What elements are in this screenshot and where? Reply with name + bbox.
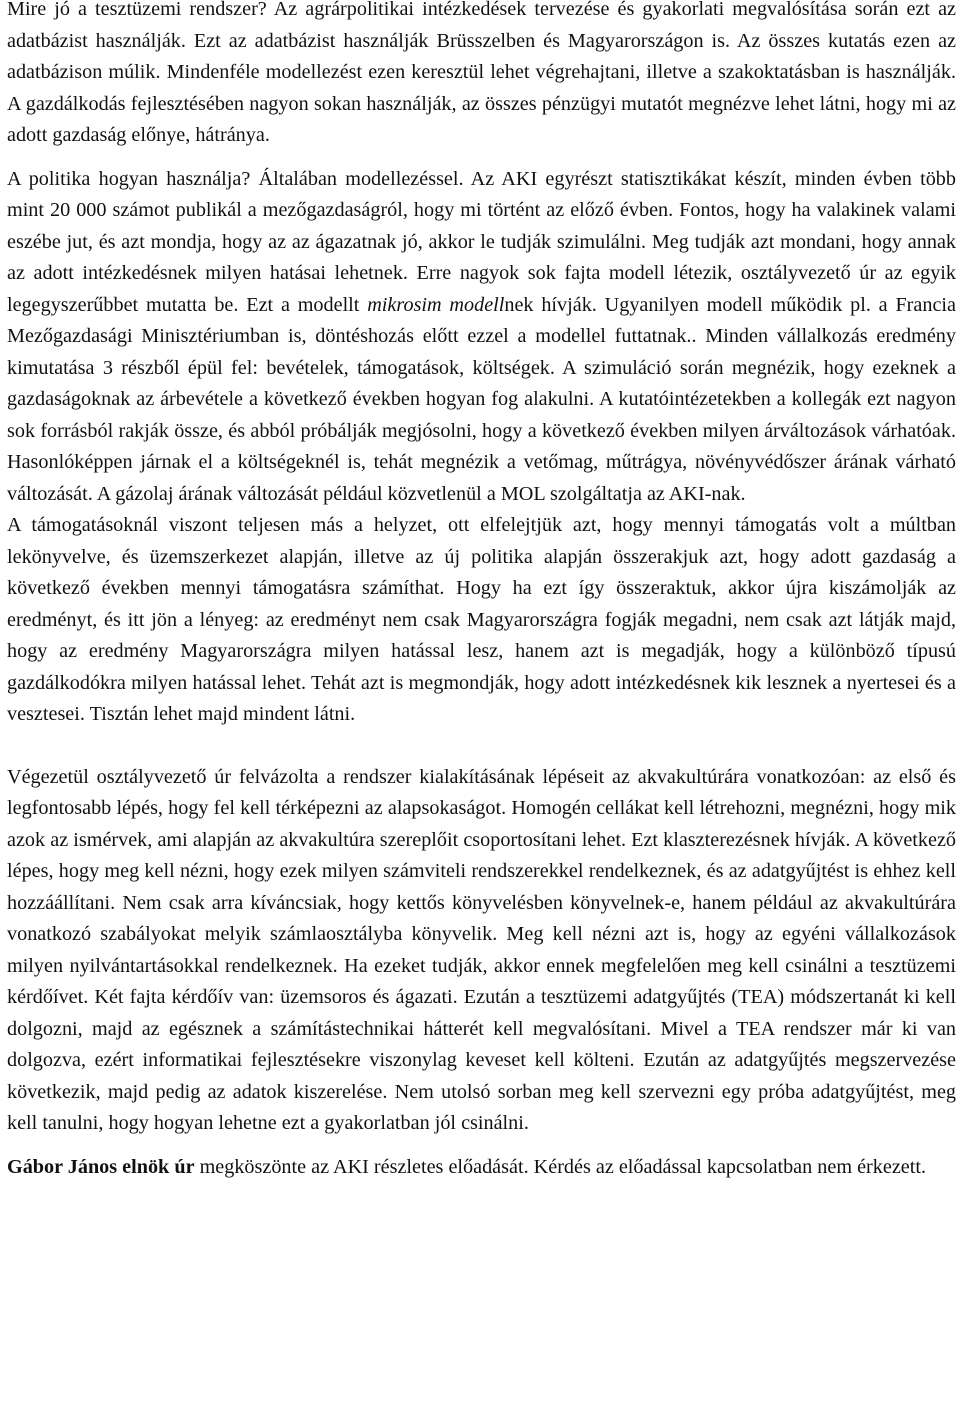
speaker-name: Gábor János elnök úr [7,1155,195,1178]
italic-term: mikrosim modell [367,293,505,316]
paragraph-text: megköszönte az AKI részletes előadását. Kérdés az előadással kapcsolatban nem érkezett. [194,1155,927,1178]
paragraph-tesztuzemi-rendszer [7,0,956,152]
paragraph-text: A politika hogyan használja? Általában modellezéssel. Az AKI egyrészt statisztikákat készít, minden évben több mint 20 000 számot publikál a mezőgazdaságról, hogy mi történt az előző évben. Fontos, hogy ha valakinek valami eszébe jut, és azt mondja, hogy az az ágazatnak jó, akkor le tudják szimulálni. Meg tudják azt mondani, hogy annak az adott intézkedésnek milyen hatásai lehetnek. Erre nagyok sok fajta modell létezik, osztályvezető úr az egyik legegyszerűbbet mutatta be. Ezt a modellt [7,167,956,316]
paragraph-zaras [7,1152,956,1184]
paragraph-akvakultura-lepesek [7,762,956,1140]
paragraph-spacer [7,1140,956,1152]
document-page [7,0,956,1183]
paragraph-text: Mire jó a tesztüzemi rendszer? Az agrárpolitikai intézkedések tervezése és gyakorlati megvalósítása során ezt az adatbázist használják. Ezt az adatbázist használják Brüsszelben és Magyarországon is. Az összes kutatás ezen az adatbázison múlik. Mindenféle modellezést ezen keresztül lehet végrehajtani, illetve a szakoktatásban is használják. A gazdálkodás fejlesztésében nagyon sokan használják, az összes pénzügyi mutatót megnézve lehet látni, hogy mi az adott gazdaság előnye, hátránya. [7,0,956,146]
paragraph-spacer [7,152,956,164]
paragraph-text: nek hívják. Ugyanilyen modell működik pl. a Francia Mezőgazdasági Minisztériumban is, döntéshozás előtt ezzel a modellel futtatnak.. Minden vállalkozás eredmény kimutatása 3 részből épül fel: bevételek, támogatások, költségek. A szimuláció során megnézik, hogy ezeknek a gazdaságoknak az árbevétele a következő években hogyan fog alakulni. A kutatóintézetekben a kollegák ezt nagyon sok forrásból rakják össze, és abból próbálják megjósolni, hogy a következő években milyen árváltozások várhatóak. Hasonlóképpen járnak el a költségeknél is, tehát megnézik a vetőmag, műtrágya, növényvédőszer árának várható változását. A gázolaj árának változását például közvetlenül a MOL szolgáltatja az AKI-nak. [7,293,956,505]
paragraph-text: Végezetül osztályvezető úr felvázolta a rendszer kialakításának lépéseit az akvakultúrára vonatkozóan: az első és legfontosabb lépés, hogy fel kell térképezni az alapsokaságot. Homogén cellákat kell létrehozni, megnézni, hogy mik azok az ismérvek, ami alapján az akvakultúra szereplőit csoportosítani lehet. Ezt klaszterezésnek hívják. A következő lépes, hogy meg kell nézni, hogy ezek milyen számviteli rendszerekkel rendelkeznek, és az adatgyűjtést is ehhez kell hozzáállítani. Nem csak arra kíváncsiak, hogy kettős könyvelésben könyvelnek-e, hanem például az akvakultúrára vonatkozó szabályokat melyik számlaosztályba könyvelik. Meg kell nézni azt is, hogy az egyéni vállalkozások milyen nyilvántartásokkal rendelkeznek. Ha ezeket tudják, akkor ennek megfelelően meg kell csinálni a tesztüzemi kérdőívet. Két fajta kérdőív van: üzemsoros és ágazati. Ezután a tesztüzemi adatgyűjtés (TEA) módszertanát ki kell dolgozni, majd az egésznek a számítástechnikai hátterét kell megvalósítani. Mivel a TEA rendszer már ki van dolgozva, ezért informatikai fejlesztésekre viszonylag keveset kell költeni. Ezután az adatgyűjtés megszervezése következik, majd pedig az adatok kiszerelése. Nem utolsó sorban meg kell szervezni egy próba adatgyűjtést, meg kell tanulni, hogy hogyan lehetne ezt a gyakorlatban jól csinálni. [7,765,956,1134]
paragraph-spacer [7,731,956,762]
paragraph-politika-modellezes [7,164,956,511]
paragraph-tamogatasok [7,510,956,731]
paragraph-text: A támogatásoknál viszont teljesen más a helyzet, ott elfelejtjük azt, hogy mennyi támogatás volt a múltban lekönyvelve, és üzemszerkezet alapján, illetve az új politika alapján összerakjuk azt, hogy adott gazdaság a következő években mennyi támogatásra számíthat. Hogy ha ezt így összeraktuk, akkor újra kiszámolják az eredményt, és itt jön a lényeg: az eredményt nem csak Magyarországra fogják megadni, nem csak azt látják majd, hogy az eredmény Magyarországra milyen hatással lesz, hanem azt is megadják, hogy a különböző típusú gazdálkodókra milyen hatással lehet. Tehát azt is megmondják, hogy adott intézkedésnek kik lesznek a nyertesei és a vesztesei. Tisztán lehet majd mindent látni. [7,514,956,725]
